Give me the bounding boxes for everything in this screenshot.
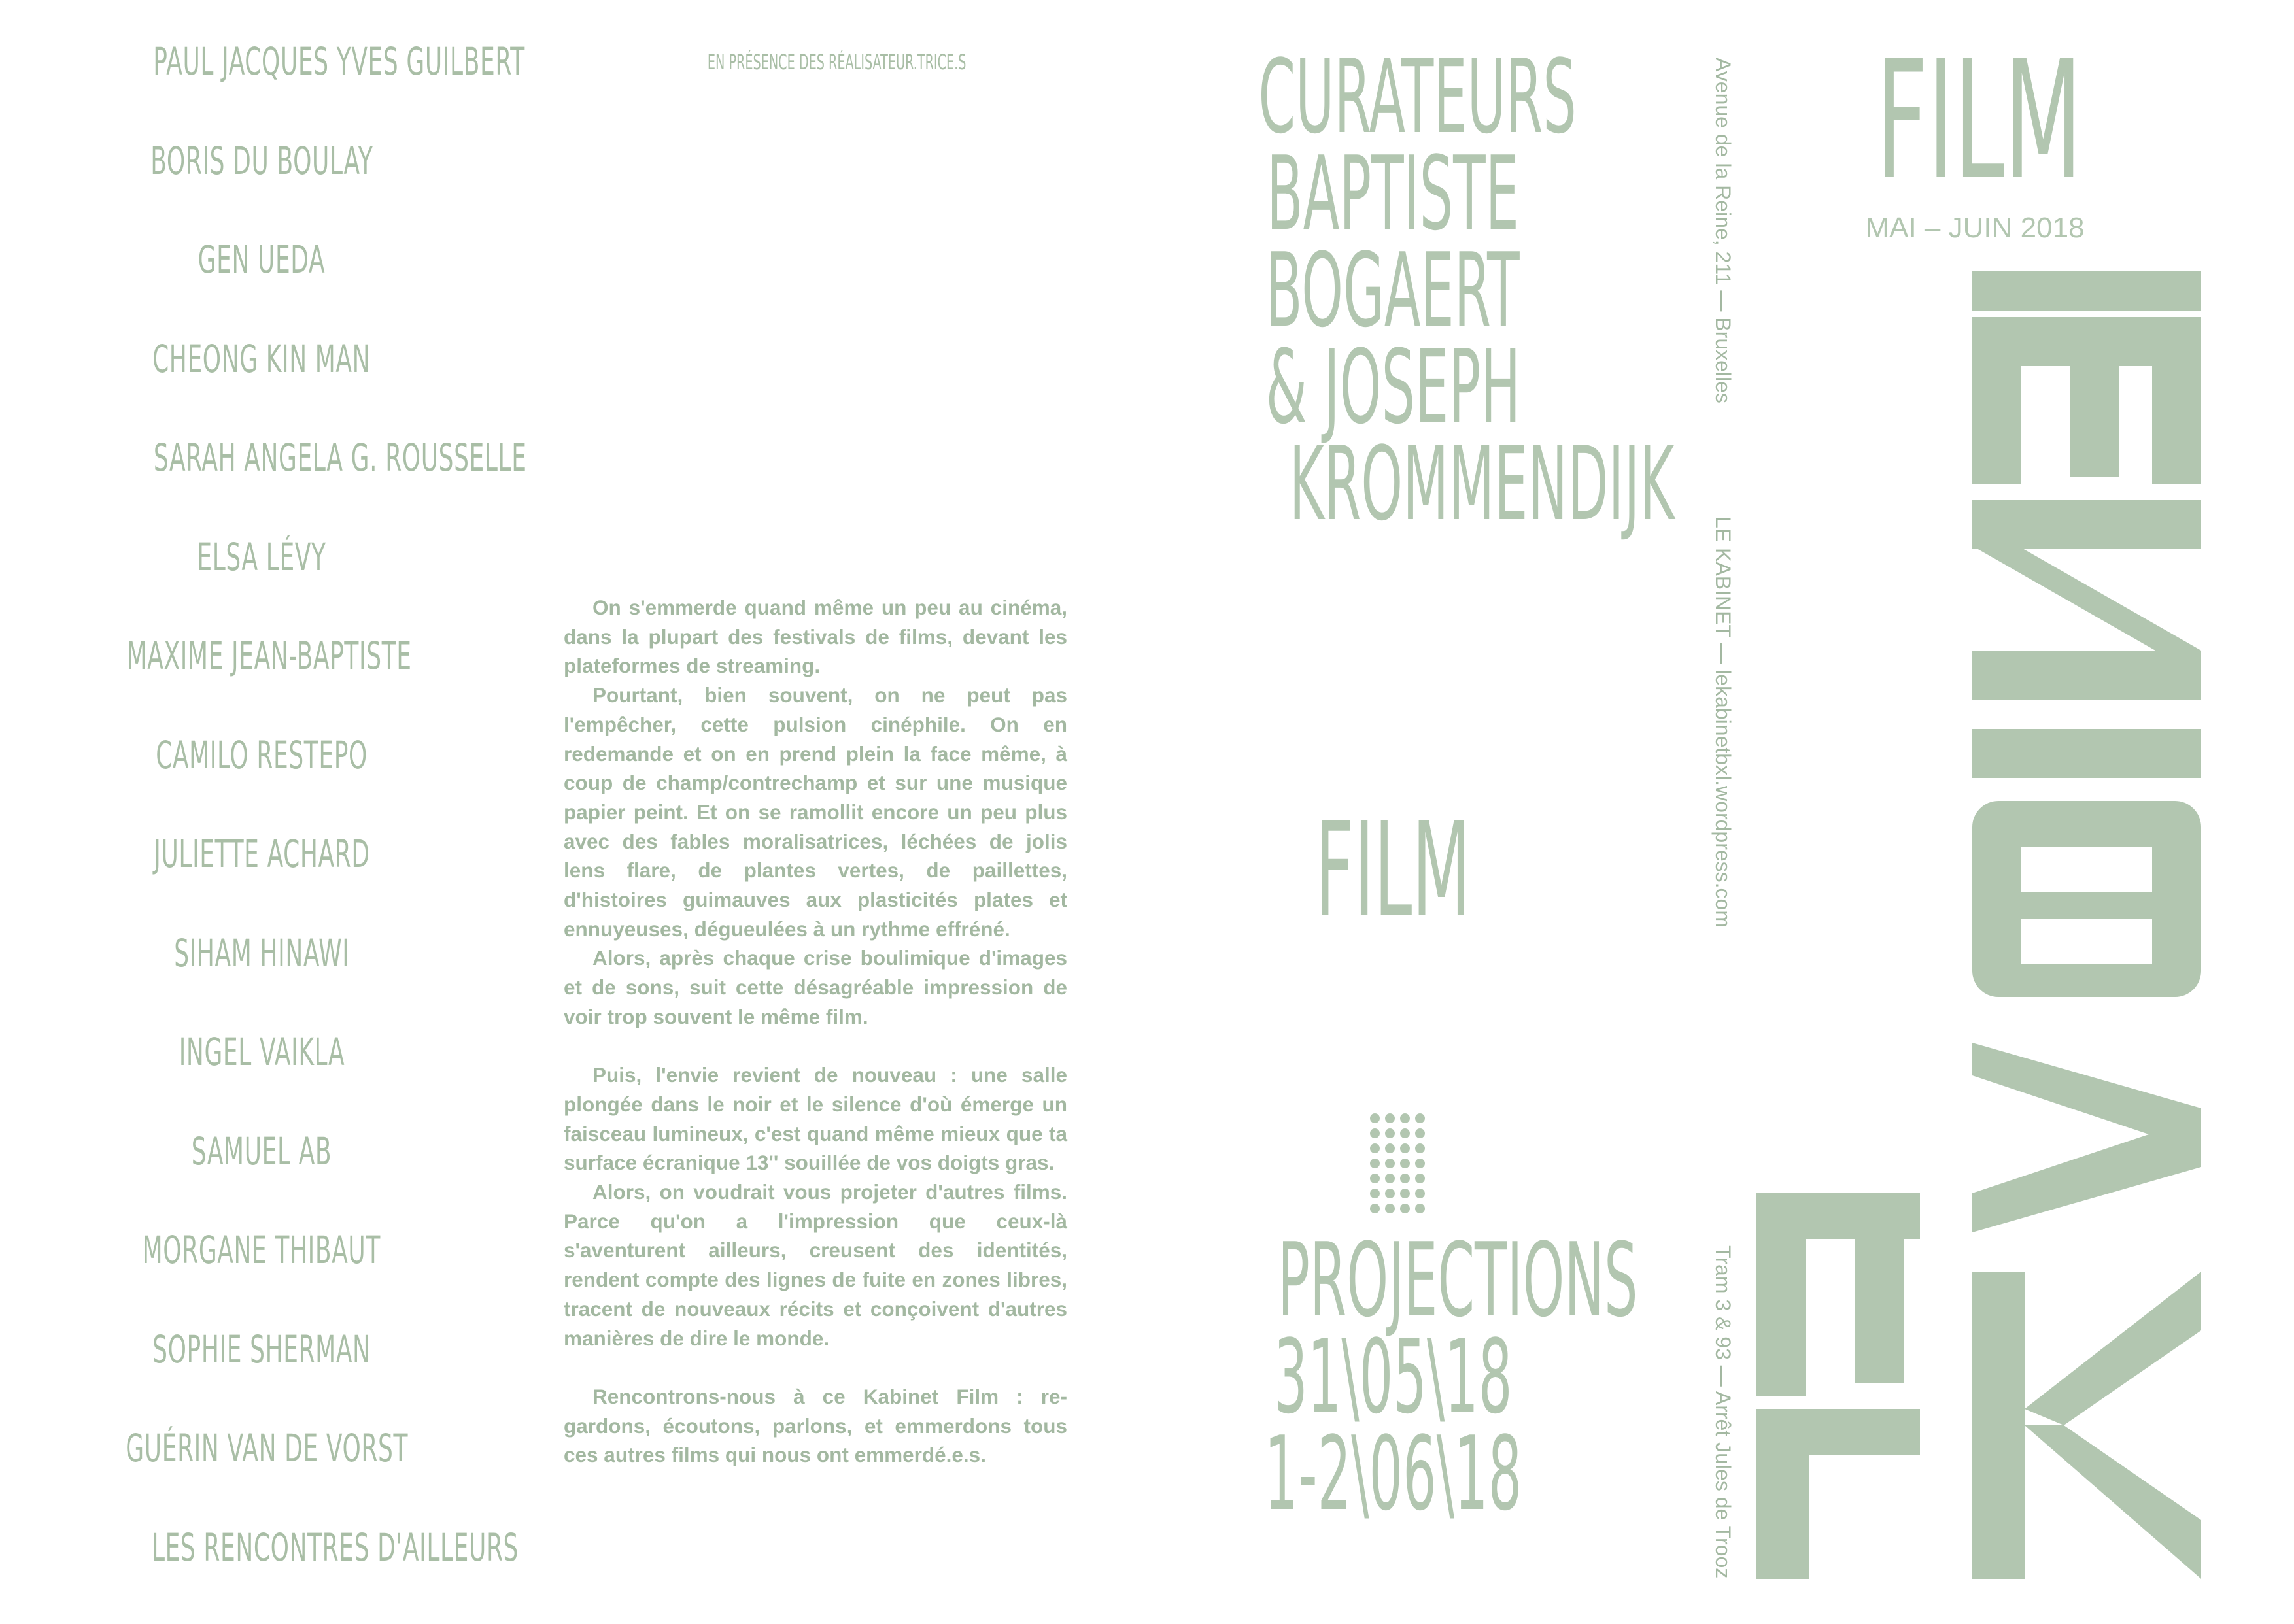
website-text: LE KABINET — lekabinetbxl.wordpress.com bbox=[1711, 516, 1735, 928]
filmmaker-name: SAMUEL AB bbox=[39, 1129, 484, 1228]
filmmaker-name: ELSA LÉVY bbox=[39, 535, 484, 634]
filmmaker-name: CAMILO RESTEPO bbox=[39, 733, 484, 832]
essay-paragraph: Alors, on voudrait vous projeter d'autres films. Parce qu'on a l'impression que ceux-là s'aventurent ailleurs, creusent des identités, rendent compte des lignes de fuite en zones libres, tracent de nouveaux récits et conçoivent d'autres manières de dire le monde. bbox=[564, 1177, 1067, 1353]
curators-line: KROMMENDIJK bbox=[1112, 433, 1674, 530]
address-text: Avenue de la Reine, 211 — Bruxelles bbox=[1711, 58, 1735, 403]
curators-line: BOGAERT bbox=[1112, 239, 1674, 336]
filmmaker-name: MORGANE THIBAUT bbox=[39, 1228, 484, 1327]
essay-paragraph: Pourtant, bien souvent, on ne peut pas l'empêcher, cette pulsion cinéphile. On en redemande et on en prend plein la face même, à coup de champ/contrechamp et sur une musique papier peint. Et on se ramollit encore un peu plus avec des fables moralisatrices, léchées de jolis lens flare, de plantes vertes, de paillettes, d'histoires guimauves aux plasticités plates et ennuyeuses, dégueulées à un rythme effréné. bbox=[564, 681, 1067, 943]
essay-paragraph: Puis, l'envie revient de nouveau : une salle plongée dans le noir et le silence d'où émerge un faisceau lumineux, c'est quand même mieux que ta surface écranique 13'' souillée de vos doigts gras. bbox=[564, 1060, 1067, 1177]
curators-line: BAPTISTE bbox=[1112, 143, 1674, 239]
presence-heading: EN PRÉSENCE DES RÉALISATEUR.TRICE.S bbox=[575, 50, 1099, 75]
paragraph-gap bbox=[564, 1353, 1067, 1382]
projections-block bbox=[1112, 1229, 1674, 1519]
curators-block bbox=[1112, 46, 1674, 530]
paragraph-gap bbox=[564, 1032, 1067, 1061]
filmmaker-name: LES RENCONTRES D'AILLEURS bbox=[39, 1525, 484, 1624]
filmmaker-name: SARAH ANGELA G. ROUSSELLE bbox=[39, 435, 484, 535]
film-title-top: FILM bbox=[1792, 39, 2158, 203]
le-kabinet-logo bbox=[1756, 271, 2201, 1579]
filmmaker-name: PAUL JACQUES YVES GUILBERT bbox=[39, 39, 484, 139]
essay-paragraph: On s'emmerde quand même un peu au cinéma, dans la plupart des festivals de films, devant les plateformes de streaming. bbox=[564, 593, 1067, 681]
filmmaker-name: SIHAM HINAWI bbox=[39, 931, 484, 1030]
projections-line: PROJECTIONS bbox=[1112, 1229, 1674, 1326]
projections-line: 1-2\06\18 bbox=[1112, 1423, 1674, 1519]
curators-line: & JOSEPH bbox=[1112, 336, 1674, 433]
essay-text bbox=[564, 593, 1067, 1470]
filmmaker-name: SOPHIE SHERMAN bbox=[39, 1327, 484, 1427]
filmmaker-name: BORIS DU BOULAY bbox=[39, 139, 484, 238]
essay-paragraph: Alors, après chaque crise boulimique d'images et de sons, suit cette désagréable impression de voir trop souvent le même film. bbox=[564, 943, 1067, 1031]
filmmaker-name: MAXIME JEAN-BAPTISTE bbox=[39, 634, 484, 733]
filmmaker-name: JULIETTE ACHARD bbox=[39, 832, 484, 931]
essay-paragraph: Rencontrons-nous à ce Kabinet Film : regardons, écoutons, parlons, et emmerdons tous ces autres films qui nous ont emmerdé.e.s. bbox=[564, 1382, 1067, 1470]
filmmaker-name: CHEONG KIN MAN bbox=[39, 337, 484, 436]
dot-grid-ornament bbox=[1370, 1113, 1426, 1213]
projections-line: 31\05\18 bbox=[1112, 1326, 1674, 1423]
filmmaker-list bbox=[39, 39, 484, 1624]
filmmaker-name: GUÉRIN VAN DE VORST bbox=[39, 1426, 484, 1525]
tram-info-text: Tram 3 & 93 — Arrêt Jules de Trooz bbox=[1711, 1245, 1735, 1578]
filmmaker-name: INGEL VAIKLA bbox=[39, 1030, 484, 1129]
filmmaker-name: GEN UEDA bbox=[39, 237, 484, 337]
curators-line: CURATEURS bbox=[1112, 46, 1674, 143]
date-range: MAI – JUIN 2018 bbox=[1792, 212, 2158, 245]
film-title-middle: FILM bbox=[1112, 805, 1674, 936]
